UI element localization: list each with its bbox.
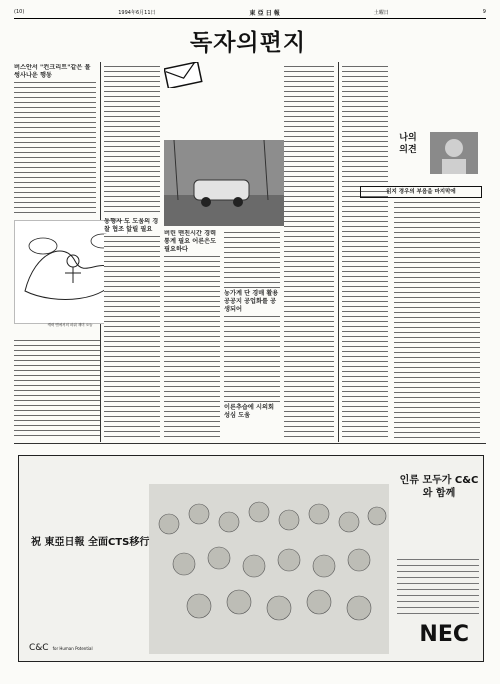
- masthead-strip: [14, 6, 486, 19]
- weekday: 土曜日: [373, 9, 389, 16]
- body-text-block: [284, 64, 334, 440]
- nec-logo: NEC: [419, 622, 469, 647]
- letter-column-3: [164, 230, 220, 440]
- body-text-block: [14, 338, 100, 438]
- section-title-box: [190, 24, 320, 60]
- opinion-banner: 읽지 경우의 부음을 마지막에: [360, 186, 482, 198]
- opinion-column-text-2: [394, 200, 480, 440]
- letter-headline: 동행자 도 도움의 경찰 협조 알릴 필요: [104, 218, 159, 233]
- page-number-left: (10): [14, 9, 25, 15]
- letter-column-2: [104, 64, 160, 214]
- letter-column-1b: [14, 338, 100, 438]
- body-text-block: [224, 314, 280, 404]
- page-number-right: 9: [482, 9, 486, 15]
- cc-mark: C&C: [29, 643, 49, 653]
- letter-headline: 농가계 단 경매 활용 공공지 공업화를 공생되어: [224, 290, 279, 313]
- body-text-block: [14, 80, 96, 214]
- ad-body-text: [397, 556, 479, 616]
- letter-headline: 버린 맨친시간 경력통계 필요 어른은도 필요하다: [164, 230, 217, 253]
- cc-logo: [29, 643, 93, 653]
- crowd-illustration: [149, 484, 389, 654]
- letter-column-5: [284, 64, 334, 440]
- cartoon-caption: 캐릭 맨에서의 파워 재미 오늘: [47, 323, 93, 327]
- photo-car-scene: [164, 140, 286, 226]
- body-text-block: [394, 200, 480, 440]
- column-rule: [338, 62, 339, 442]
- news-photo: [164, 140, 286, 226]
- letter-column-1: [14, 64, 96, 214]
- body-text-block: [104, 64, 160, 214]
- body-text-block: [164, 254, 220, 440]
- ad-slogan: 인류 모두가 C&C 와 함께: [399, 475, 479, 499]
- letter-column-2b: [104, 218, 160, 443]
- section-title: 독자의편지: [190, 30, 307, 56]
- letter-headline: 버스안서 "컨크리트"같은 볼썽사나운 행동: [14, 64, 91, 79]
- body-text-block: [224, 230, 280, 290]
- paper-name: 東 亞 日 報: [249, 9, 280, 17]
- body-text-block: [104, 234, 160, 439]
- body-text-block: [342, 64, 388, 440]
- columnist-portrait: [430, 132, 478, 174]
- cc-tagline: for Human Potential: [52, 646, 93, 651]
- nec-advertisement: [18, 455, 484, 662]
- letter-headline: 이른추습에 시의회 성심 도움: [224, 404, 274, 419]
- letter-column-4: [224, 230, 280, 440]
- ad-congratulation: 祝 東亞日報 全面CTS移行: [31, 537, 150, 548]
- opinion-nameplate: 나의 의견: [399, 133, 417, 155]
- date-line: 1994年6月11日: [118, 9, 156, 16]
- envelope-icon: [164, 62, 204, 88]
- portrait-icon: [430, 132, 478, 174]
- opinion-column-text: [342, 64, 388, 440]
- ad-separator: [14, 443, 486, 444]
